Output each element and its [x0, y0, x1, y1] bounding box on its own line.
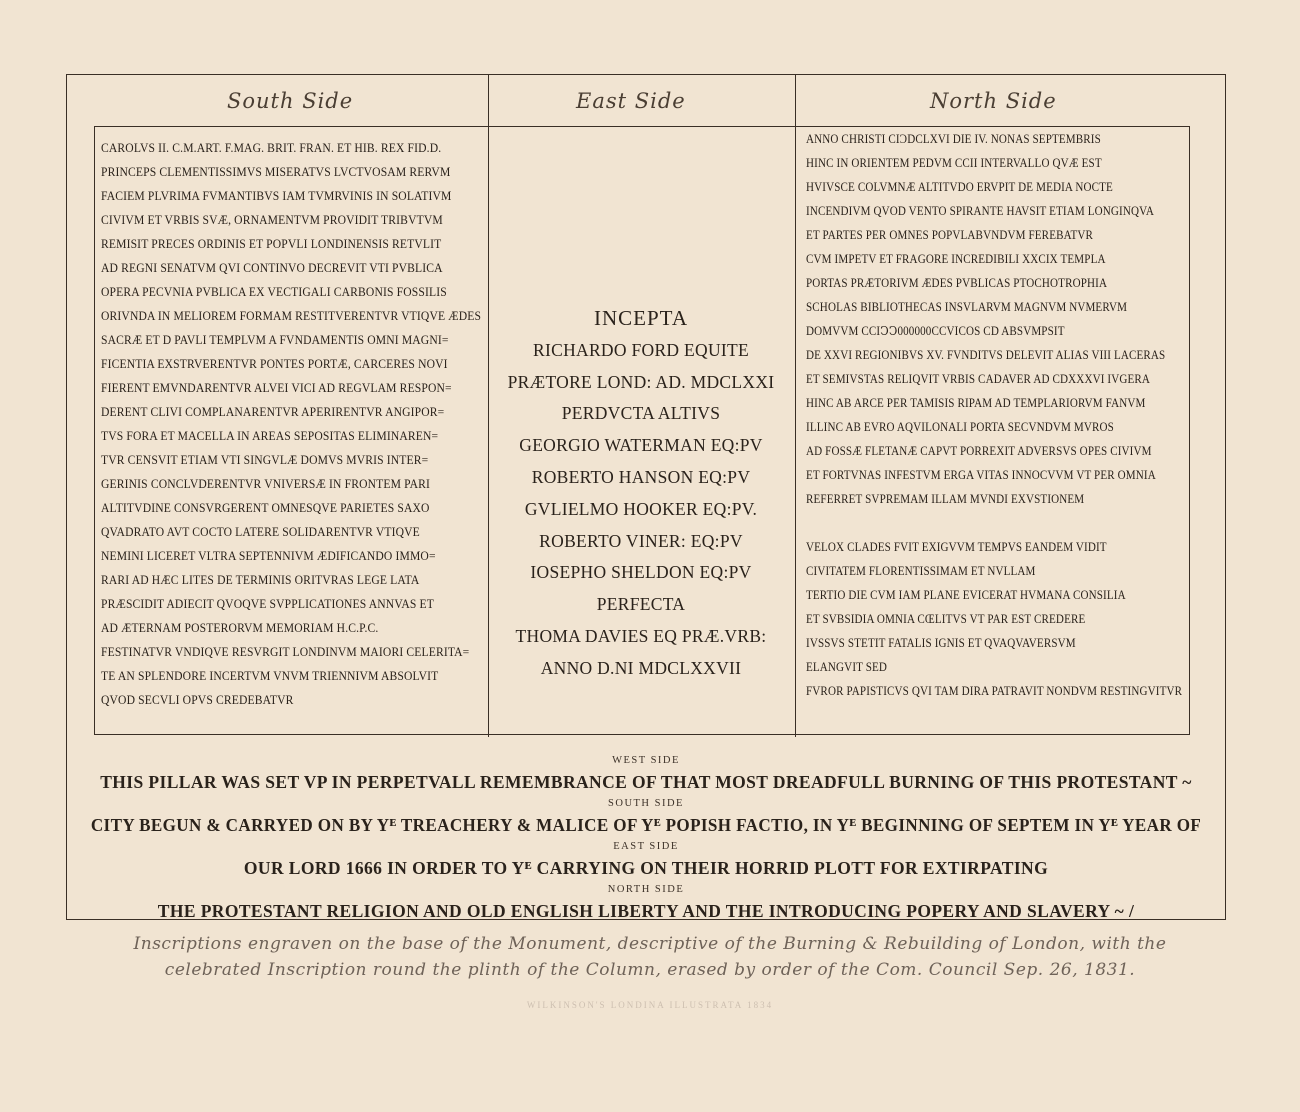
north-inscription-line: ELANGVIT SED	[806, 660, 888, 674]
north-inscription-line: REFERRET SVPREMAM ILLAM MVNDI EXVSTIONEM	[806, 492, 1085, 506]
north-inscription-line: HINC AB ARCE PER TAMISIS RIPAM AD TEMPLARIORVM FANVM	[806, 396, 1146, 410]
south-inscription-line: AD REGNI SENATVM QVI CONTINVO DECREVIT VTI PVBLICA	[101, 261, 443, 275]
south-inscription-line: ALTITVDINE CONSVRGERENT OMNESQVE PARIETES SAXO	[101, 501, 430, 515]
south-inscription-line: FACIEM PLVRIMA FVMANTIBVS IAM TVMRVINIS IN SOLATIVM	[101, 189, 452, 203]
north-inscription-line: ET FORTVNAS INFESTVM ERGA VITAS INNOCVVM VT PER OMNIA	[806, 468, 1156, 482]
south-inscription-line: TVS FORA ET MACELLA IN AREAS SEPOSITAS ELIMINAREN=	[101, 429, 439, 443]
south-side-heading: South Side	[227, 89, 354, 113]
east-inscription-line: THOMA DAVIES EQ PRÆ.VRB:	[515, 625, 767, 646]
south-inscription-line: FICENTIA EXSTRVERENTVR PONTES PORTÆ, CARCERES NOVI	[101, 357, 448, 371]
south-inscription-line: DERENT CLIVI COMPLANARENTVR APERIRENTVR ANGIPOR=	[101, 405, 445, 419]
east-inscription-line: PRÆTORE LOND: AD. MDCLXXI	[507, 371, 775, 392]
south-side-text: CITY BEGUN & CARRYED ON BY Yᴱ TREACHERY & MALICE OF Yᴱ POPISH FACTIO, IN Yᴱ BEGINNING OF SEPTEM IN Yᴱ YEAR OF	[90, 815, 1202, 835]
north-side-inscription	[806, 127, 1220, 703]
east-side-panel	[488, 126, 796, 735]
east-inscription-line: IOSEPHO SHELDON EQ:PV	[530, 562, 752, 583]
north-inscription-line: SCHOLAS BIBLIOTHECAS INSVLARVM MAGNVM NVMERVM	[806, 300, 1128, 314]
north-inscription-line: VELOX CLADES FVIT EXIGVVM TEMPVS EANDEM VIDIT	[806, 540, 1107, 554]
east-inscription-line: ANNO D.NI MDCLXXVII	[540, 657, 742, 678]
south-inscription-line: PRINCEPS CLEMENTISSIMVS MISERATVS LVCTVOSAM RERVM	[101, 165, 451, 179]
publisher-credit: WILKINSON'S LONDINA ILLUSTRATA 1834	[526, 1000, 774, 1010]
caption-line-2: celebrated Inscription round the plinth of the Column, erased by order of the Com. Council Sep. 26, 1831.	[164, 960, 1136, 980]
north-inscription-line: CVM IMPETV ET FRAGORE INCREDIBILI XXCIX TEMPLA	[806, 252, 1106, 266]
west-side-label: WEST SIDE	[612, 755, 680, 766]
south-inscription-line: FESTINATVR VNDIQVE RESVRGIT LONDINVM MAIORI CELERITA=	[101, 645, 470, 659]
north-inscription-line: ILLINC AB EVRO AQVILONALI PORTA SECVNDVM MVROS	[806, 420, 1114, 434]
west-side-text: THIS PILLAR WAS SET VP IN PERPETVALL REMEMBRANCE OF THAT MOST DREADFULL BURNING OF THIS PROTESTANT ~	[100, 772, 1192, 792]
south-side-inscription	[101, 136, 500, 712]
south-inscription-line: GERINIS CONCLVDERENTVR VNIVERSÆ IN FRONTEM PARI	[101, 477, 431, 491]
north-inscription-line: HVIVSCE COLVMNÆ ALTITVDO ERVPIT DE MEDIA NOCTE	[806, 180, 1113, 194]
north-inscription-line: PORTAS PRÆTORIVM ÆDES PVBLICAS PTOCHOTROPHIA	[806, 276, 1108, 290]
north-inscription-line: ET PARTES PER OMNES POPVLABVNDVM FEREBATVR	[806, 228, 1094, 242]
south-inscription-line: FIERENT EMVNDARENTVR ALVEI VICI AD REGVLAM RESPON=	[101, 381, 452, 395]
east-side-label: EAST SIDE	[613, 841, 679, 852]
north-inscription-line: ANNO CHRISTI CIƆDCLXVI DIE IV. NONAS SEPTEMBRIS	[806, 132, 1101, 146]
north-inscription-line: ET SVBSIDIA OMNIA CŒLITVS VT PAR EST CREDERE	[806, 612, 1086, 626]
east-inscription-line: GVLIELMO HOOKER EQ:PV.	[524, 498, 758, 519]
north-inscription-line: AD FOSSÆ FLETANÆ CAPVT PORREXIT ADVERSVS OPES CIVIVM	[806, 444, 1152, 458]
east-inscription-line: INCEPTA	[594, 306, 688, 330]
south-inscription-line: SACRÆ ET D PAVLI TEMPLVM A FVNDAMENTIS OMNI MAGNI=	[101, 333, 449, 347]
south-inscription-line: REMISIT PRECES ORDINIS ET POPVLI LONDINENSIS RETVLIT	[101, 237, 442, 251]
east-side-heading: East Side	[576, 89, 686, 113]
south-side-panel	[94, 126, 489, 735]
east-inscription-line: ROBERTO VINER: EQ:PV	[539, 530, 743, 551]
plinth-inscription	[67, 755, 1225, 927]
south-inscription-line: PRÆSCIDIT ADIECIT QVOQVE SVPPLICATIONES ANNVAS ET	[101, 597, 435, 611]
south-inscription-line: QVOD SECVLI OPVS CREDEBATVR	[101, 693, 294, 707]
north-inscription-line: FVROR PAPISTICVS QVI TAM DIRA PATRAVIT NONDVM RESTINGVITVR	[806, 684, 1183, 698]
east-inscription-line: RICHARDO FORD EQUITE	[533, 339, 749, 360]
east-inscription-line: ROBERTO HANSON EQ:PV	[531, 466, 751, 487]
north-inscription-line: INCENDIVM QVOD VENTO SPIRANTE HAVSIT ETIAM LONGINQVA	[806, 204, 1154, 218]
north-side-panel	[795, 126, 1190, 735]
east-side-inscription	[488, 303, 794, 685]
north-inscription-line: CIVITATEM FLORENTISSIMAM ET NVLLAM	[806, 564, 1036, 578]
north-inscription-line: DE XXVI REGIONIBVS XV. FVNDITVS DELEVIT ALIAS VIII LACERAS	[806, 348, 1166, 362]
east-inscription-line: GEORGIO WATERMAN EQ:PV	[519, 435, 763, 456]
east-side-text: OUR LORD 1666 IN ORDER TO Yᴱ CARRYING ON THEIR HORRID PLOTT FOR EXTIRPATING	[243, 858, 1049, 878]
north-inscription-line: DOMVVM CCIↃↃ000000CCVICOS CD ABSVMPSIT	[806, 324, 1065, 338]
east-inscription-line: PERDVCTA ALTIVS	[561, 403, 721, 424]
north-inscription-line: TERTIO DIE CVM IAM PLANE EVICERAT HVMANA CONSILIA	[806, 588, 1126, 602]
south-inscription-line: NEMINI LICERET VLTRA SEPTENNIVM ÆDIFICANDO IMMO=	[101, 549, 436, 563]
north-side-text: THE PROTESTANT RELIGION AND OLD ENGLISH LIBERTY AND THE INTRODUCING POPERY AND SLAVERY ~ /	[157, 901, 1135, 921]
east-inscription-line: PERFECTA	[596, 594, 686, 615]
north-side-label: NORTH SIDE	[607, 884, 685, 895]
south-inscription-line: CAROLVS II. C.M.ART. F.MAG. BRIT. FRAN. ET HIB. REX FID.D.	[101, 141, 442, 155]
south-side-label: SOUTH SIDE	[608, 798, 684, 809]
north-inscription-line	[806, 511, 1182, 535]
south-inscription-line: TE AN SPLENDORE INCERTVM VNVM TRIENNIVM ABSOLVIT	[101, 669, 439, 683]
south-inscription-line: TVR CENSVIT ETIAM VTI SINGVLÆ DOMVS MVRIS INTER=	[101, 453, 429, 467]
south-inscription-line: AD ÆTERNAM POSTERORVM MEMORIAM H.C.P.C.	[101, 621, 379, 635]
south-inscription-line: ORIVNDA IN MELIOREM FORMAM RESTITVERENTVR VTIQVE ÆDES	[101, 309, 482, 323]
north-inscription-line: IVSSVS STETIT FATALIS IGNIS ET QVAQVAVERSVM	[806, 636, 1076, 650]
south-inscription-line: QVADRATO AVT COCTO LATERE SOLIDARENTVR VTIQVE	[101, 525, 420, 539]
caption-line-1: Inscriptions engraven on the base of the Monument, descriptive of the Burning & Rebuilding of London, with the	[133, 934, 1167, 954]
north-inscription-line: HINC IN ORIENTEM PEDVM CCII INTERVALLO QVÆ EST	[806, 156, 1102, 170]
south-inscription-line: RARI AD HÆC LITES DE TERMINIS ORITVRAS LEGE LATA	[101, 573, 420, 587]
south-inscription-line: CIVIVM ET VRBIS SVÆ, ORNAMENTVM PROVIDIT TRIBVTVM	[101, 213, 443, 227]
north-inscription-line: ET SEMIVSTAS RELIQVIT VRBIS CADAVER AD CDXXXVI IVGERA	[806, 372, 1151, 386]
inscription-frame	[66, 74, 1226, 920]
south-inscription-line: OPERA PECVNIA PVBLICA EX VECTIGALI CARBONIS FOSSILIS	[101, 285, 447, 299]
north-side-heading: North Side	[930, 89, 1057, 113]
